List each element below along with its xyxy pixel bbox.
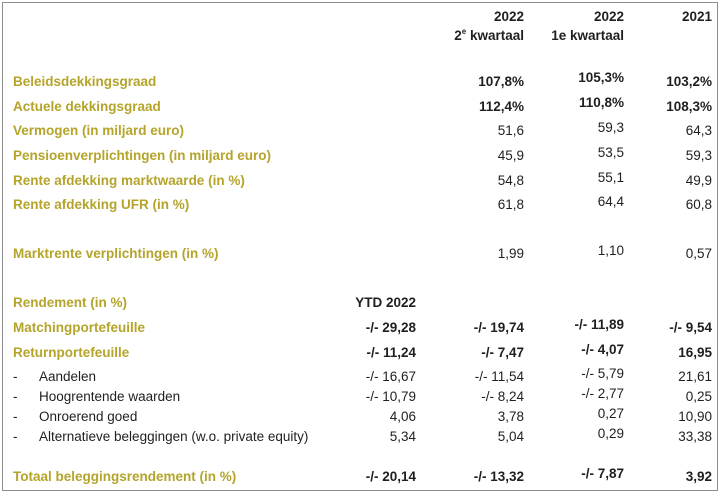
row-label-actuele-dekkingsgraad: Actuele dekkingsgraad xyxy=(13,99,161,114)
cell-matching-q2: -/- 19,74 xyxy=(473,320,524,335)
row-label-rente-ufr: Rente afdekking UFR (in %) xyxy=(13,197,190,212)
row-label-returnportefeuille: Returnportefeuille xyxy=(13,345,130,360)
cell-marktrente-2021: 0,57 xyxy=(685,246,712,261)
sub-row-label-aandelen: Aandelen xyxy=(39,369,97,384)
cell-onroerend-q1: 0,27 xyxy=(597,406,624,421)
cell-rente-marktwaarde-q2: 54,8 xyxy=(497,173,524,188)
header-col1-period-label: kwartaal xyxy=(469,28,524,43)
cell-return-ytd: -/- 11,24 xyxy=(366,345,416,360)
cell-beleidsdekkingsgraad-q1: 105,3% xyxy=(578,70,624,85)
header-col2-period: 1e kwartaal xyxy=(551,28,624,43)
cell-return-q1: -/- 4,07 xyxy=(581,342,624,357)
cell-onroerend-ytd: 4,06 xyxy=(389,409,416,424)
sub-row-label-onroerend-goed: Onroerend goed xyxy=(39,409,138,424)
cell-marktrente-q1: 1,10 xyxy=(597,243,624,258)
cell-rente-marktwaarde-2021: 49,9 xyxy=(685,173,712,188)
cell-marktrente-q2: 1,99 xyxy=(497,246,524,261)
header-col3-year: 2021 xyxy=(681,9,712,24)
sub-row-dash: - xyxy=(13,409,18,424)
header-ytd: YTD 2022 xyxy=(355,295,416,310)
cell-hoogrentende-q1: -/- 2,77 xyxy=(581,386,624,401)
rendement-section-title: Rendement (in %) xyxy=(13,295,128,310)
cell-onroerend-2021: 10,90 xyxy=(678,409,712,424)
cell-actuele-dekkingsgraad-q1: 110,8% xyxy=(578,95,624,110)
cell-vermogen-q2: 51,6 xyxy=(497,123,524,138)
cell-pensioenverplichtingen-2021: 59,3 xyxy=(685,148,712,163)
row-label-marktrente: Marktrente verplichtingen (in %) xyxy=(13,246,219,261)
cell-alternatieve-2021: 33,38 xyxy=(678,429,712,444)
cell-hoogrentende-ytd: -/- 10,79 xyxy=(365,389,416,404)
cell-return-2021: 16,95 xyxy=(678,345,712,360)
cell-aandelen-2021: 21,61 xyxy=(678,369,712,384)
cell-aandelen-q1: -/- 5,79 xyxy=(581,366,624,381)
cell-rente-ufr-q2: 61,8 xyxy=(497,197,524,212)
header-col1-period-sup: e xyxy=(461,27,467,36)
row-label-rente-marktwaarde: Rente afdekking marktwaarde (in %) xyxy=(13,173,245,188)
cell-alternatieve-q2: 5,04 xyxy=(497,429,524,444)
row-label-beleidsdekkingsgraad: Beleidsdekkingsgraad xyxy=(13,74,157,89)
sub-row-label-hoogrentende: Hoogrentende waarden xyxy=(39,389,181,404)
row-label-totaal: Totaal beleggingsrendement (in %) xyxy=(13,469,237,484)
cell-alternatieve-ytd: 5,34 xyxy=(389,429,416,444)
sub-row-dash: - xyxy=(13,429,18,444)
cell-alternatieve-q1: 0,29 xyxy=(597,426,624,441)
cell-rente-ufr-2021: 60,8 xyxy=(685,197,712,212)
cell-matching-q1: -/- 11,89 xyxy=(574,317,624,332)
header-col1-period xyxy=(403,28,524,44)
cell-matching-ytd: -/- 29,28 xyxy=(365,320,416,335)
summary-table xyxy=(2,2,718,491)
cell-vermogen-2021: 64,3 xyxy=(685,123,712,138)
cell-pensioenverplichtingen-q1: 53,5 xyxy=(597,145,624,160)
cell-pensioenverplichtingen-q2: 45,9 xyxy=(497,148,524,163)
header-col1-period-num: 2 xyxy=(454,28,462,43)
row-label-vermogen: Vermogen (in miljard euro) xyxy=(13,123,185,138)
header-col1-year: 2022 xyxy=(493,9,524,24)
cell-totaal-ytd: -/- 20,14 xyxy=(365,469,416,484)
cell-totaal-q2: -/- 13,32 xyxy=(473,469,524,484)
cell-totaal-q1: -/- 7,87 xyxy=(581,466,624,481)
cell-actuele-dekkingsgraad-2021: 108,3% xyxy=(666,99,712,114)
header-col2-year: 2022 xyxy=(593,9,624,24)
sub-row-label-alternatieve: Alternatieve beleggingen (w.o. private equity) xyxy=(39,429,309,444)
cell-beleidsdekkingsgraad-2021: 103,2% xyxy=(666,74,712,89)
cell-rente-marktwaarde-q1: 55,1 xyxy=(597,170,624,185)
cell-vermogen-q1: 59,3 xyxy=(597,120,624,135)
cell-actuele-dekkingsgraad-q2: 112,4% xyxy=(478,99,524,114)
row-label-matchingportefeuille: Matchingportefeuille xyxy=(13,320,146,335)
sub-row-dash: - xyxy=(13,369,18,384)
cell-beleidsdekkingsgraad-q2: 107,8% xyxy=(478,74,524,89)
cell-hoogrentende-2021: 0,25 xyxy=(685,389,712,404)
cell-return-q2: -/- 7,47 xyxy=(481,345,524,360)
cell-matching-2021: -/- 9,54 xyxy=(669,320,712,335)
cell-hoogrentende-q2: -/- 8,24 xyxy=(481,389,524,404)
cell-rente-ufr-q1: 64,4 xyxy=(597,194,624,209)
cell-totaal-2021: 3,92 xyxy=(685,469,712,484)
cell-aandelen-q2: -/- 11,54 xyxy=(474,369,524,384)
cell-onroerend-q2: 3,78 xyxy=(497,409,524,424)
cell-aandelen-ytd: -/- 16,67 xyxy=(365,369,416,384)
sub-row-dash: - xyxy=(13,389,18,404)
row-label-pensioenverplichtingen: Pensioenverplichtingen (in miljard euro) xyxy=(13,148,272,163)
